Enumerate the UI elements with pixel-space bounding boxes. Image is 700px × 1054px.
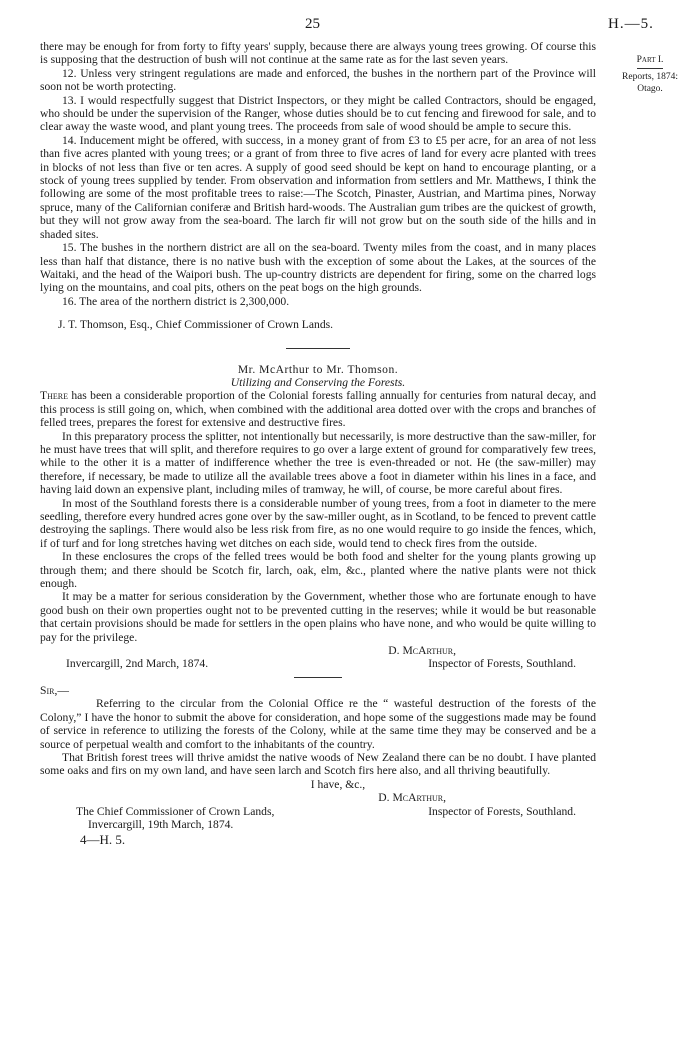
page-number: 25 bbox=[305, 16, 320, 32]
letter-place-date-line bbox=[40, 818, 596, 831]
paragraph-16: 16. The area of the northern district is 2,300,000. bbox=[62, 294, 290, 308]
signature-block bbox=[40, 657, 596, 670]
section-paragraph-2: In this preparatory process the splitter, not intentionally but necessarily, is more destructive than the saw-miller, for he must have trees that will split, and therefore requires to go over a large extent of ground for comparatively few trees, while to the other it is a matter of indifference whether the tree is even-threaded or not. He (the saw-miller) may therefore, if necessary, be made to utilize all the available trees above a foot in diameter within his lines in a face, and having laid down an expensive plant, including miles of tramway, he will, of course, be more careful about fires. bbox=[40, 429, 596, 497]
letter-divider bbox=[294, 677, 342, 678]
margin-note-reports: Reports, 1874: bbox=[622, 72, 678, 82]
section-paragraph-4: In these enclosures the crops of the felled trees would be both food and shelter for the young plants growing up through them; and there should be Scotch fir, larch, oak, elm, &c., planted where the native plants were not thick enough. bbox=[40, 550, 596, 591]
paragraph-14: 14. Inducement might be offered, with success, in a money grant of from £3 to £5 per acre, for an area of not less than five acres planted with young trees; or a grant of from three to five acres of land for every acre planted with trees in blocks of not less than five or ten acres. A supply of good seed should be kept on hand to encourage planting, or a stock of young trees supplied by tender. From observation and information from settlers and Mr. Matthews, I think the following are some of the most profitable trees to raise:—The Scotch, Pinaster, Austrian, and Martima pines, Norway spruce, many of the Californian coniferæ and British hard-woods. The Australian gum tribes are the quickest of growth, but they will not grow away from the sea-board. The larch fir will not grow but on the south side of the hills and in shaded sites. bbox=[40, 133, 596, 241]
margin-note-rule bbox=[637, 68, 663, 69]
margin-note-region: Otago. bbox=[637, 84, 663, 94]
body-text bbox=[40, 40, 596, 847]
paragraph-continuation: there may be enough for from forty to fifty years' supply, because there are always young trees growing. Of course this is supposing that the destruction of bush will not continue at the same rate as for the last seven years. bbox=[40, 40, 596, 67]
letter-place-date: Invercargill, 19th March, 1874. bbox=[88, 817, 234, 831]
signature-name: D. McArthur, bbox=[388, 644, 456, 658]
addressee-line: J. T. Thomson, Esq., Chief Commissioner of Crown Lands. bbox=[58, 318, 334, 332]
section-paragraph-1 bbox=[40, 389, 596, 429]
letter-signature-title: Inspector of Forests, Southland. bbox=[428, 804, 576, 818]
section-heading: Mr. McArthur to Mr. Thomson. bbox=[237, 362, 399, 376]
letter-close: I have, &c., bbox=[310, 777, 366, 791]
signature-title: Inspector of Forests, Southland. bbox=[428, 657, 576, 671]
letter-salutation: Sir,— bbox=[40, 683, 69, 697]
signature-place-date: Invercargill, 2nd March, 1874. bbox=[66, 657, 209, 671]
section-paragraph-5: It may be a matter for serious consideration by the Government, whether those who are fortunate enough to have good bush on their own properties ought not to be prevented cutting in the reserves; while it would be but reasonable that certain provisions should be made for settlers in the open plains who have none, and who would be quite willing to pay for the privilege. bbox=[40, 590, 596, 644]
paragraph-13: 13. I would respectfully suggest that District Inspectors, or they might be called Contractors, should be engaged, who should be under the supervision of the Ranger, whose duties should be to cut fencing and firewood for sale, and to clear away the waste wood, and plant young trees. The proceeds from sale of wood should be ample to secure this. bbox=[40, 93, 596, 134]
lead-word: There bbox=[40, 389, 68, 403]
sheet-mark: 4—H. 5. bbox=[80, 832, 126, 848]
margin-note bbox=[604, 54, 696, 95]
section-divider bbox=[286, 348, 350, 349]
document-reference: H.—5. bbox=[608, 16, 654, 32]
letter-paragraph-1: Referring to the circular from the Colonial Office re the “ wasteful destruction of the forests of the Colony,” I have the honor to submit the above for consideration, and hope some of the suggestions made may be found of service in reference to utilizing the forests of the Colony, while at the same time they may be conserved and be a source of perpetual wealth and comfort to the inhabitants of the country. bbox=[40, 697, 596, 751]
letter-footer bbox=[40, 805, 596, 818]
section-paragraph-1-text: has been a considerable proportion of the Colonial forests falling annually for centuries from natural decay, and this process is still going on, which, when combined with the additional area dotted over with the crops and branches of felled trees, prepares the forest for extensive and destructive fires. bbox=[40, 389, 596, 430]
section-paragraph-3: In most of the Southland forests there is a considerable number of young trees, from a foot in diameter to the mere seedling, therefore every hundred acres gone over by the saw-miller ought, as in Scotland, to be fenced to prevent cattle destroying the saplings. There would also be less risk from fire, as no one would require to go inside the fences, which, if of turf and for long stretches having wet ditches on each side, would tend to check fires from the outside. bbox=[40, 496, 596, 550]
section-subheading: Utilizing and Conserving the Forests. bbox=[230, 375, 406, 389]
paragraph-12: 12. Unless very stringent regulations are made and enforced, the bushes in the northern part of the Province will soon not be worth protecting. bbox=[40, 66, 596, 94]
paragraph-15: 15. The bushes in the northern district are all on the sea-board. Twenty miles from the coast, and in many places less than half that distance, there is no native bush with the exception of some about the Lakes, at the sources of the Waitaki, and the head of the Waipori bush. The up-country districts are dependent for firing, some on the charred logs lying on the mountains, and coal pits, others on the peat bogs on the high grounds. bbox=[40, 241, 596, 295]
letter-paragraph-2: That British forest trees will thrive amidst the native woods of New Zealand there can be no doubt. I have planted some oaks and firs on my own land, and have seen larch and Scotch firs here also, and all thriving beautifully. bbox=[40, 750, 596, 778]
letter-recipient: The Chief Commissioner of Crown Lands, bbox=[76, 804, 275, 818]
letter-signature-name: D. McArthur, bbox=[378, 791, 446, 805]
margin-note-part: Part I. bbox=[636, 55, 664, 65]
